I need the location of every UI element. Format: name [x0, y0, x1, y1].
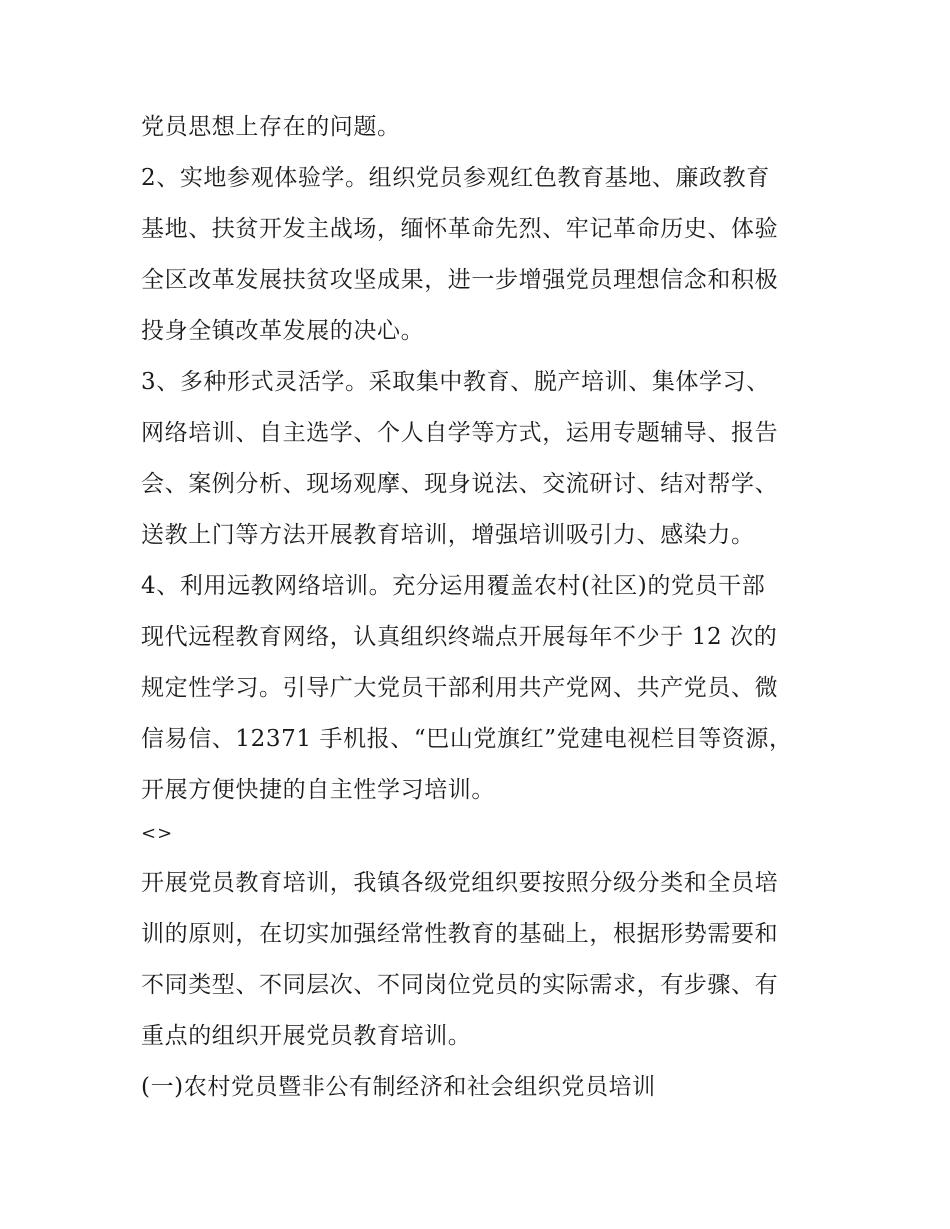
text-line: 会、案例分析、现场观摩、现身说法、交流研讨、结对帮学、 — [141, 471, 779, 497]
section-marker: <> — [141, 823, 174, 844]
text-line: 训的原则，在切实加强经常性教育的基础上，根据形势需要和 — [141, 921, 779, 947]
text-line: 开展方便快捷的自主性学习培训。 — [141, 777, 495, 803]
text-line: 2、实地参观体验学。组织党员参观红色教育基地、廉政教育 — [141, 165, 770, 191]
text-line: 重点的组织开展党员教育培训。 — [141, 1023, 472, 1049]
text-line: 全区改革发展扶贫攻坚成果，进一步增强党员理想信念和积极 — [141, 267, 779, 293]
text-line: 规定性学习。引导广大党员干部利用共产党网、共产党员、微 — [141, 675, 779, 701]
section-heading: (一)农村党员暨非公有制经济和社会组织党员培训 — [141, 1074, 656, 1100]
text-line: 党员思想上存在的问题。 — [141, 114, 401, 140]
text-line: 3、多种形式灵活学。采取集中教育、脱产培训、集体学习、 — [141, 369, 770, 395]
text-line: 现代远程教育网络，认真组织终端点开展每年不少于 12 次的 — [141, 624, 778, 650]
text-line: 送教上门等方法开展教育培训，增强培训吸引力、感染力。 — [141, 522, 755, 548]
text-line: 4、利用远教网络培训。充分运用覆盖农村(社区)的党员干部 — [141, 573, 766, 599]
text-line: 投身全镇改革发展的决心。 — [141, 318, 425, 344]
text-line: 信易信、12371 手机报、“巴山党旗红”党建电视栏目等资源， — [141, 726, 793, 752]
text-line: 不同类型、不同层次、不同岗位党员的实际需求，有步骤、有 — [141, 972, 779, 998]
text-line: 基地、扶贫开发主战场，缅怀革命先烈、牢记革命历史、体验 — [141, 216, 779, 242]
text-line: 开展党员教育培训，我镇各级党组织要按照分级分类和全员培 — [141, 870, 779, 896]
text-line: 网络培训、自主选学、个人自学等方式，运用专题辅导、报告 — [141, 420, 779, 446]
